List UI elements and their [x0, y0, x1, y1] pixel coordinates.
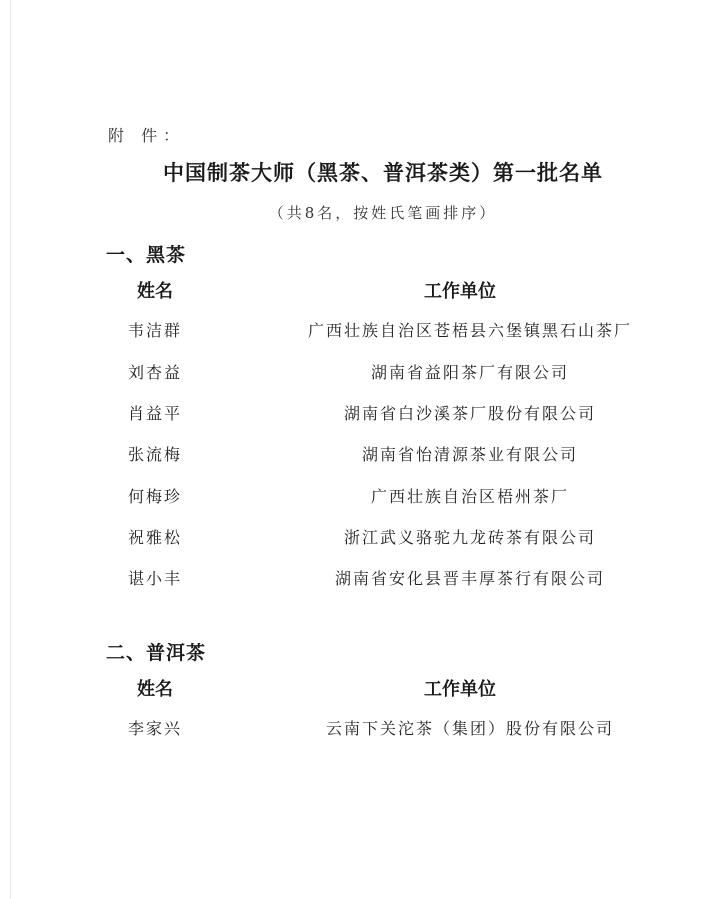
- section-heading-dark-tea: 一、黑茶: [106, 244, 187, 266]
- person-name: 刘杏益: [127, 363, 182, 382]
- table-row: [0, 484, 716, 514]
- work-unit: 湖南省益阳茶厂有限公司: [370, 363, 569, 382]
- work-unit: 广西壮族自治区苍梧县六堡镇黑石山茶厂: [307, 321, 632, 340]
- table-row: [0, 566, 716, 596]
- work-unit: 湖南省白沙溪茶厂股份有限公司: [343, 404, 596, 423]
- person-name: 祝雅松: [127, 528, 182, 547]
- column-header-name: 姓名: [137, 679, 173, 700]
- table-row: [0, 318, 716, 348]
- work-unit: 浙江武义骆驼九龙砖茶有限公司: [343, 528, 596, 547]
- work-unit: 湖南省安化县晋丰厚茶行有限公司: [334, 569, 605, 588]
- person-name: 肖益平: [127, 404, 182, 423]
- document-subtitle: （共8名，按姓氏笔画排序）: [268, 204, 498, 222]
- column-header-unit: 工作单位: [424, 679, 496, 700]
- person-name: 谌小丰: [127, 569, 182, 588]
- document-title: 中国制茶大师（黑茶、普洱茶类）第一批名单: [163, 161, 603, 185]
- table-row: [0, 360, 716, 390]
- column-header-name: 姓名: [137, 281, 173, 302]
- person-name: 韦洁群: [127, 321, 182, 340]
- work-unit: 广西壮族自治区梧州茶厂: [370, 487, 569, 506]
- table-row: [0, 442, 716, 472]
- work-unit: 湖南省怡清源茶业有限公司: [361, 445, 578, 464]
- work-unit: 云南下关沱茶（集团）股份有限公司: [325, 719, 614, 738]
- column-header-unit: 工作单位: [424, 281, 496, 302]
- annex-label: 附 件：: [108, 126, 186, 145]
- table-row: [0, 525, 716, 555]
- person-name: 李家兴: [127, 719, 182, 738]
- table-row: [0, 401, 716, 431]
- table-row: [0, 716, 716, 746]
- section-heading-puer-tea: 二、普洱茶: [106, 642, 207, 664]
- person-name: 张流梅: [127, 445, 182, 464]
- person-name: 何梅珍: [127, 487, 182, 506]
